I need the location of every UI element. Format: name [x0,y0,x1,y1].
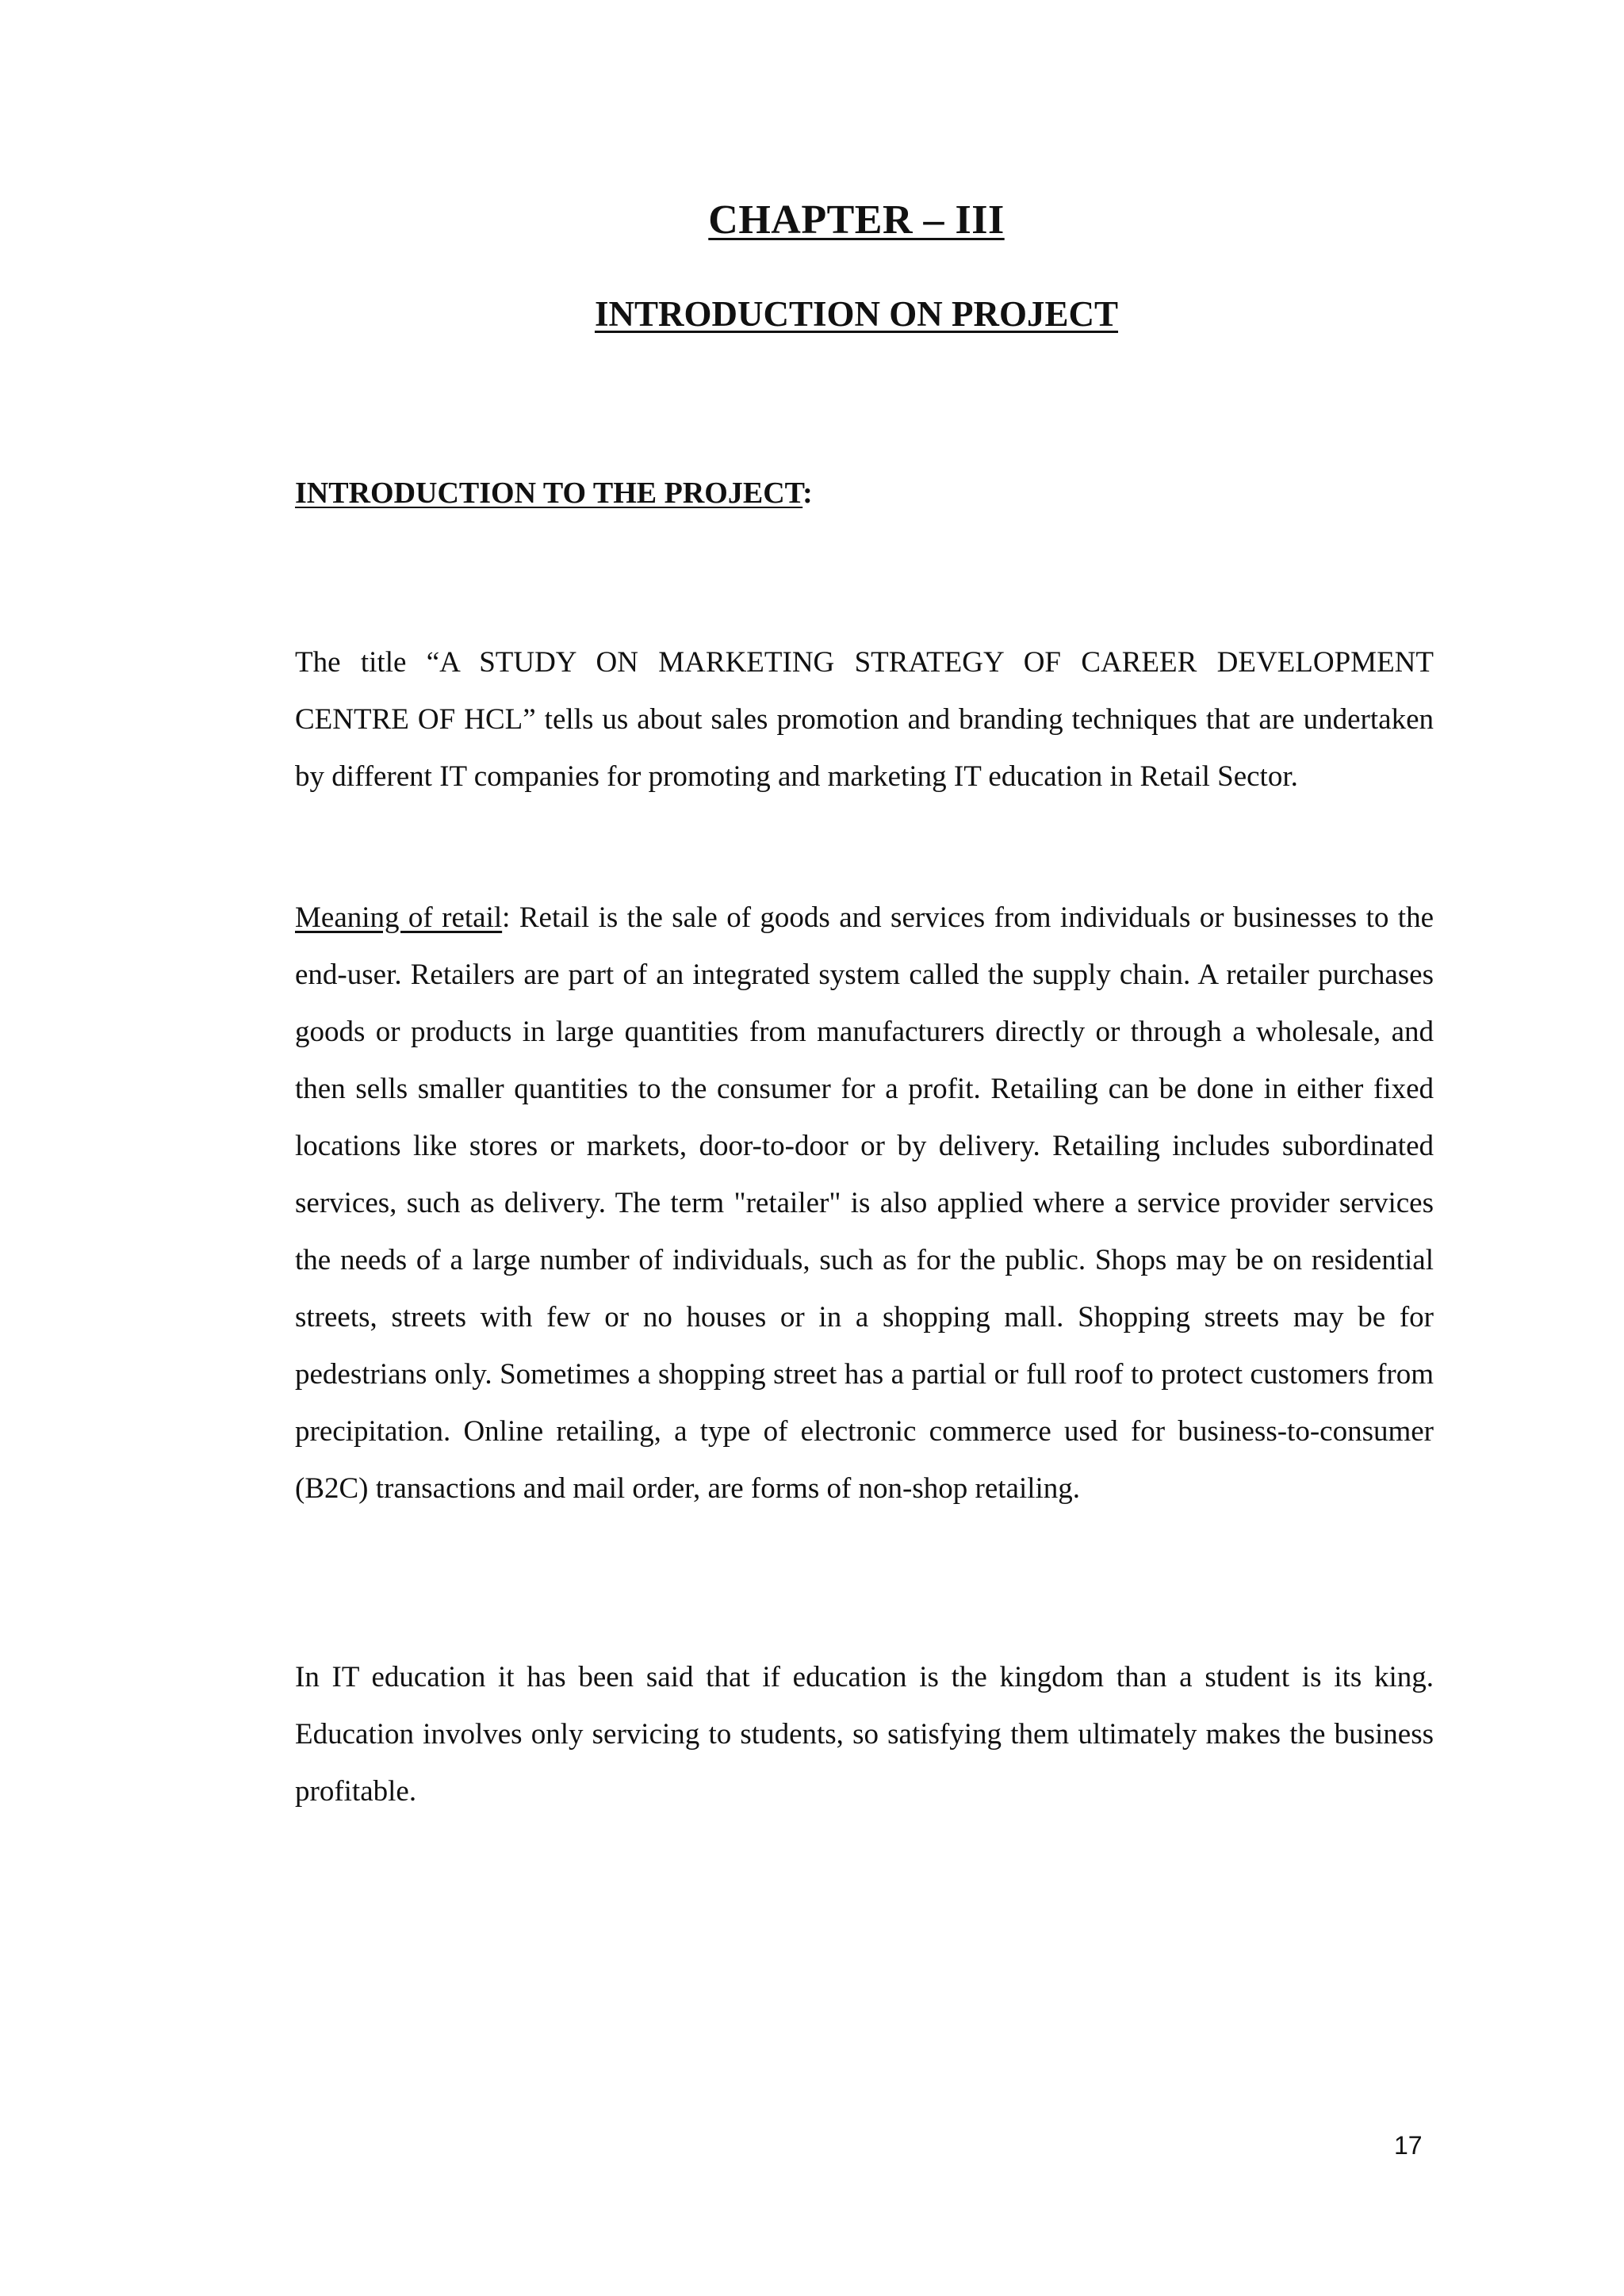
chapter-title: CHAPTER – III [708,197,1005,243]
chapter-subtitle: INTRODUCTION ON PROJECT [594,294,1119,334]
section-heading [295,476,813,511]
term-colon: : [502,901,511,934]
section-heading-text: INTRODUCTION TO THE PROJECT [295,476,803,510]
term-meaning-of-retail: Meaning of retail [295,901,503,934]
paragraph-it-education: In IT education it has been said that if education is the kingdom than a student is its king. Education involves only servicing to students, so satisfying them ultimately makes the business profitable. [295,1661,1434,1808]
section-heading-colon: : [802,476,813,510]
retail-definition-text: Retail is the sale of goods and services from individuals or businesses to the end-user. Retailers are part of an integrated system called the supply chain. A retailer purchases goods or products in large quantities from manufacturers directly or through a wholesale, and then sells smaller quantities to the consumer for a profit. Retailing can be done in either fixed locations like stores or markets, door-to-door or by delivery. Retailing includes subordinated services, such as delivery. The term "retailer" is also applied where a service provider services the needs of a large number of individuals, such as for the public. Shops may be on residential streets, streets with few or no houses or in a shopping mall. Shopping streets may be for pedestrians only. Sometimes a shopping street has a partial or full roof to protect customers from precipitation. Online retailing, a type of electronic commerce used for business-to-consumer (B2C) transactions and mail order, are forms of non-shop retailing. [295,901,1434,1505]
paragraph-meaning-of-retail [295,890,1434,1517]
page-number: 17 [1394,2131,1423,2160]
paragraph-title-description: The title “A STUDY ON MARKETING STRATEGY OF CAREER DEVELOPMENT CENTRE OF HCL” tells us about sales promotion and branding techniques that are undertaken by different IT companies for promoting and marketing IT education in Retail Sector. [295,646,1434,793]
